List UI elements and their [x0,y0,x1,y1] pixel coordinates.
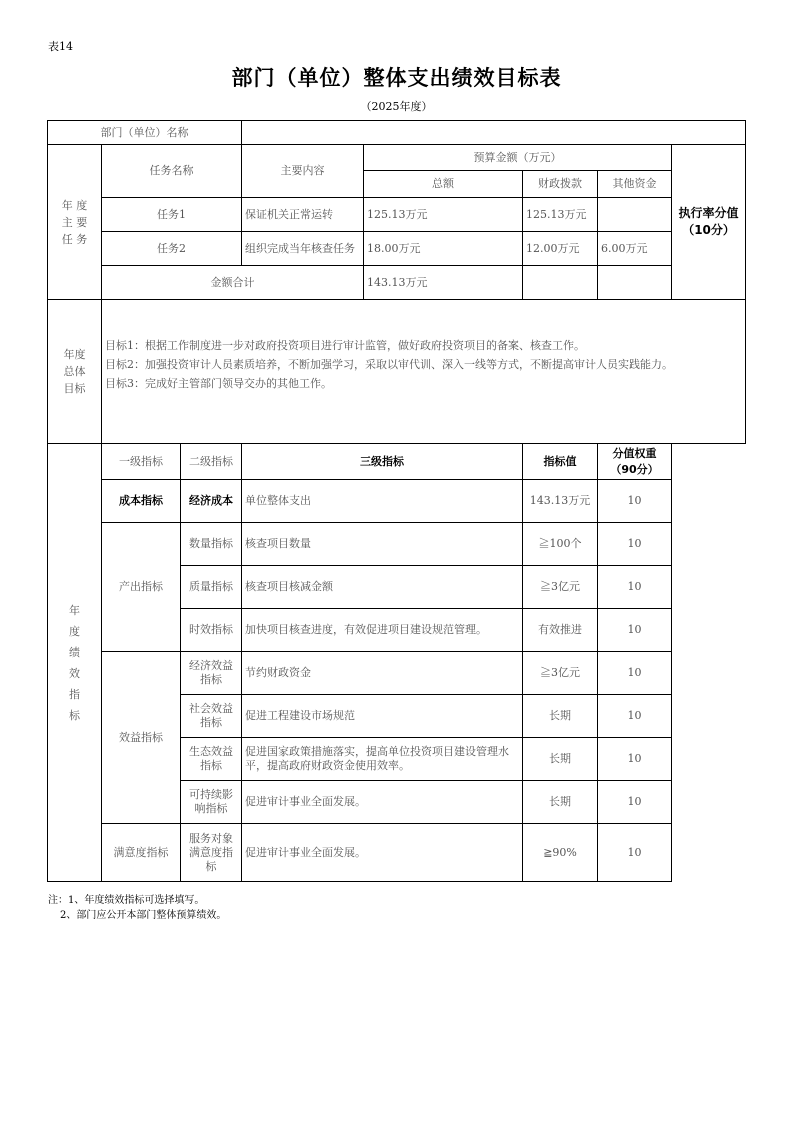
table-number-label: 表14 [48,40,73,53]
sum-fiscal [523,266,598,300]
task-row [48,232,746,266]
footnotes [48,893,226,923]
goals-text [102,300,746,444]
task-fiscal: 125.13万元 [523,198,598,232]
benefit-value: ≧3亿元 [523,652,598,695]
header-task-name: 任务名称 [102,145,242,198]
goals-label-line: 目标 [63,382,86,395]
sum-label: 金额合计 [102,266,364,300]
output-level2: 质量指标 [181,566,242,609]
sum-total: 143.13万元 [364,266,523,300]
goals-label-line: 年度 [63,348,86,361]
ind-label-line: 指 [69,687,80,701]
header-main-content: 主要内容 [242,145,364,198]
sum-row [48,266,746,300]
output-level1: 产出指标 [102,523,181,652]
ind-label-line: 度 [69,624,80,638]
indicators-section-label [48,444,102,882]
benefit-value: 长期 [523,738,598,781]
benefit-level2: 经济效益指标 [181,652,242,695]
dept-label: 部门（单位）名称 [48,121,242,145]
task-total: 125.13万元 [364,198,523,232]
dept-value [242,121,746,145]
satisfaction-level1: 满意度指标 [102,824,181,882]
performance-target-table [47,120,745,882]
benefit-weight: 10 [598,781,672,824]
indicators-header-row [48,444,746,480]
task-row [48,198,746,232]
goals-section-label [48,300,102,444]
indicator-row [48,480,746,523]
header-fiscal: 财政拨款 [523,171,598,198]
output-weight: 10 [598,523,672,566]
output-level2: 时效指标 [181,609,242,652]
ind-label-line: 年 [69,603,80,617]
satisfaction-value: ≧90% [523,824,598,882]
output-level3: 核查项目数量 [242,523,523,566]
benefit-level3: 节约财政资金 [242,652,523,695]
header-weight: 分值权重（90分） [598,444,672,480]
tasks-section-label [48,145,102,300]
ind-label-line: 标 [69,708,80,722]
benefit-level2: 生态效益指标 [181,738,242,781]
benefit-level2: 社会效益指标 [181,695,242,738]
cost-level1: 成本指标 [102,480,181,523]
task-name: 任务2 [102,232,242,266]
sum-other [598,266,672,300]
page-title: 部门（单位）整体支出绩效目标表 [231,66,562,90]
footnote: 2、部门应公开本部门整体预算绩效。 [60,910,227,921]
benefit-level3: 促进工程建设市场规范 [242,695,523,738]
header-other: 其他资金 [598,171,672,198]
benefit-value: 长期 [523,695,598,738]
header-level1: 一级指标 [102,444,181,480]
output-level3: 核查项目核减金额 [242,566,523,609]
tasks-label-line: 年 度 [61,198,88,212]
header-budget: 预算金额（万元） [364,145,672,171]
indicator-row [48,824,746,882]
tasks-header-row [48,145,746,171]
goal-item: 目标2：加强投资审计人员素质培养，不断加强学习，采取以审代训、深入一线等方式，不断提高审计人员实践能力。 [105,358,673,371]
page-subtitle: （2025年度） [360,100,433,113]
benefit-weight: 10 [598,738,672,781]
benefit-level3: 促进国家政策措施落实，提高单位投资项目建设管理水平，提高政府财政资金使用效率。 [242,738,523,781]
header-level2: 二级指标 [181,444,242,480]
header-level3: 三级指标 [242,444,523,480]
benefit-level2: 可持续影响指标 [181,781,242,824]
benefit-value: 长期 [523,781,598,824]
task-fiscal: 12.00万元 [523,232,598,266]
ind-label-line: 效 [69,666,80,680]
exec-rate-score: 执行率分值（10分） [672,145,746,300]
goal-item: 目标3：完成好主管部门领导交办的其他工作。 [105,377,332,390]
goal-item: 目标1：根据工作制度进一步对政府投资项目进行审计监管，做好政府投资项目的备案、核查工作。 [105,339,585,352]
task-other: 6.00万元 [598,232,672,266]
benefit-weight: 10 [598,652,672,695]
indicator-row [48,652,746,695]
task-total: 18.00万元 [364,232,523,266]
benefit-level3: 促进审计事业全面发展。 [242,781,523,824]
satisfaction-weight: 10 [598,824,672,882]
cost-value: 143.13万元 [523,480,598,523]
goals-label-line: 总体 [63,365,86,378]
tasks-label-line: 主 要 [61,215,88,229]
task-other [598,198,672,232]
output-value: ≧100个 [523,523,598,566]
cost-level2: 经济成本 [181,480,242,523]
output-level2: 数量指标 [181,523,242,566]
goals-row [48,300,746,444]
ind-label-line: 绩 [69,645,80,659]
output-weight: 10 [598,566,672,609]
cost-level3: 单位整体支出 [242,480,523,523]
satisfaction-level2: 服务对象满意度指标 [181,824,242,882]
tasks-label-line: 任 务 [61,232,88,246]
benefit-level1: 效益指标 [102,652,181,824]
task-name: 任务1 [102,198,242,232]
task-content: 保证机关正常运转 [242,198,364,232]
output-weight: 10 [598,609,672,652]
output-value: ≧3亿元 [523,566,598,609]
task-content: 组织完成当年核查任务 [242,232,364,266]
header-total: 总额 [364,171,523,198]
benefit-weight: 10 [598,695,672,738]
header-indicator-value: 指标值 [523,444,598,480]
output-value: 有效推进 [523,609,598,652]
satisfaction-level3: 促进审计事业全面发展。 [242,824,523,882]
indicator-row [48,523,746,566]
output-level3: 加快项目核查进度，有效促进项目建设规范管理。 [242,609,523,652]
cost-weight: 10 [598,480,672,523]
dept-row [48,121,746,145]
footnote: 注：1、年度绩效指标可选择填写。 [48,895,205,906]
